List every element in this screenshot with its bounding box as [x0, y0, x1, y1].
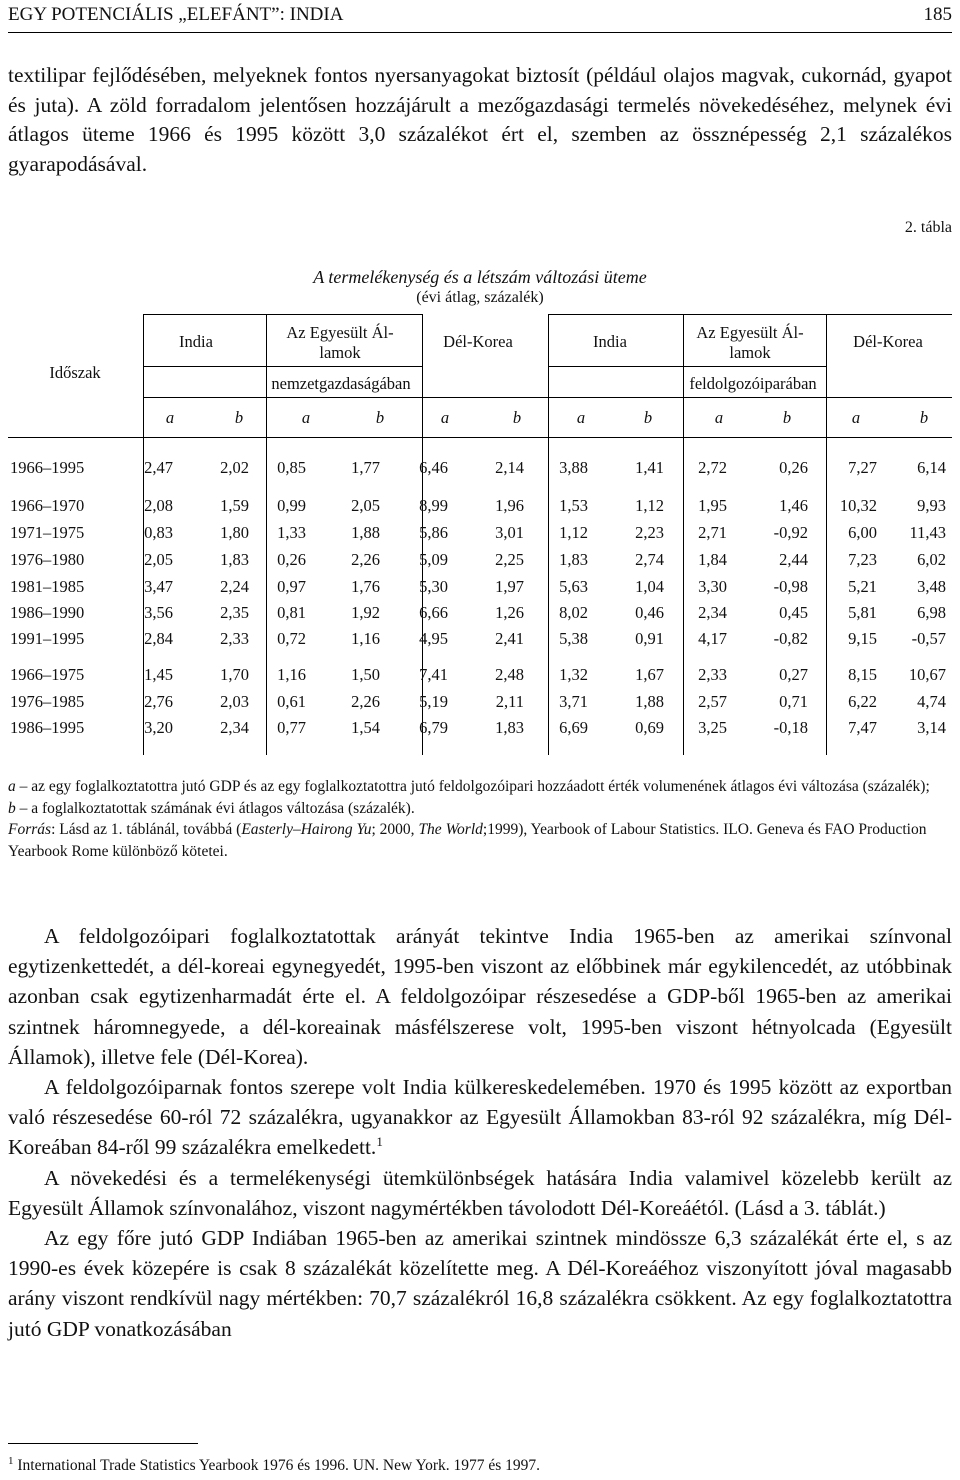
- period-cell: 1966–1970: [10, 496, 85, 515]
- value-cell: 3,48: [917, 577, 946, 596]
- paragraph-text: A feldolgozóiparnak fontos szerepe volt India külkereskedelemében. 1970 és 1995 között az exportban való részesedése 60-ról 72 százalékra, ugyanakkor az Egyesült Államokban 83-ról 92 százalékra, míg Dél-Koreában 84-ről 99 százalékra emelkedett.: [8, 1075, 952, 1160]
- period-cell: 1986–1995: [10, 718, 85, 737]
- value-cell: 0,46: [635, 603, 664, 622]
- value-cell: 0,99: [277, 496, 306, 515]
- value-cell: 7,27: [848, 458, 877, 477]
- footnote-text: International Trade Statistics Yearbook 1976 és 1996. UN. New York. 1977 és 1997.: [13, 1457, 541, 1475]
- value-cell: -0,57: [911, 629, 946, 648]
- column-divider: [548, 314, 549, 755]
- note-marker: b: [8, 799, 16, 817]
- page-number: 185: [923, 4, 952, 25]
- value-cell: 3,14: [917, 718, 946, 737]
- note-text: – az egy foglalkoztatottra jutó GDP és az egy foglalkoztatottra jutó feldolgozóipari hozzáadott érték volumenének átlagos évi változása (százalék);: [15, 778, 930, 795]
- value-cell: 1,16: [277, 665, 306, 684]
- value-cell: 1,83: [559, 550, 588, 569]
- subheader-cell: a: [714, 408, 724, 427]
- subheader-cell: b: [782, 408, 792, 427]
- value-cell: 7,41: [419, 665, 448, 684]
- value-cell: 3,20: [144, 718, 173, 737]
- value-cell: 1,26: [495, 603, 524, 622]
- paragraph: A feldolgozóipari foglalkoztatottak arányát tekintve India 1965-ben az amerikai színvonal egytizenkettedét, a dél-koreai egynegyedét, 1995-ben viszont az előbbinek már egykilencedét, az utóbbinak azonban csak egytizenharmadát érte el. A feldolgozóipar részesedése a GDP-ből 1965-ben az amerikai szintnek háromnegyede, a dél-koreainak másfélszerese volt, 1995-ben viszont hétnyolcada (Egyesült Államok), illetve fele (Dél-Korea).: [8, 924, 952, 1069]
- value-cell: 2,44: [779, 550, 808, 569]
- value-cell: 0,85: [277, 458, 306, 477]
- paragraph: [8, 1072, 952, 1163]
- value-cell: 2,47: [144, 458, 173, 477]
- value-cell: 5,21: [848, 577, 877, 596]
- value-cell: -0,18: [773, 718, 808, 737]
- column-divider: [683, 314, 684, 755]
- value-cell: 1,97: [495, 577, 524, 596]
- value-cell: 7,23: [848, 550, 877, 569]
- value-cell: 4,95: [419, 629, 448, 648]
- intro-paragraph: textilipar fejlődésében, melyeknek fontos nyersanyagokat biztosít (például olajos magvak, cukornád, gyapot és juta). A zöld forradalom jelentősen hozzájárult a mezőgazdasági termelés növekedéséhez, melynek évi átlagos üteme 1966 és 1995 között 3,0 százalékot ért el, szemben az össznépesség 2,1 százalékos gyarapodásával.: [8, 63, 952, 176]
- value-cell: -0,82: [773, 629, 808, 648]
- value-cell: 1,88: [635, 692, 664, 711]
- value-cell: 1,77: [351, 458, 380, 477]
- value-cell: 3,01: [495, 523, 524, 542]
- country-header: Dél-Korea: [853, 332, 923, 351]
- value-cell: 1,88: [351, 523, 380, 542]
- value-cell: 1,70: [220, 665, 249, 684]
- value-cell: 2,34: [220, 718, 249, 737]
- period-cell: 1991–1995: [10, 629, 85, 648]
- value-cell: 2,14: [495, 458, 524, 477]
- period-cell: 1966–1995: [10, 458, 85, 477]
- footnote-rule: [8, 1443, 198, 1444]
- value-cell: 1,67: [635, 665, 664, 684]
- value-cell: 2,26: [351, 550, 380, 569]
- value-cell: 0,83: [144, 523, 173, 542]
- value-cell: 3,56: [144, 603, 173, 622]
- group-header-right: feldolgozóiparában: [689, 374, 817, 393]
- country-header: [286, 323, 393, 363]
- value-cell: 3,88: [559, 458, 588, 477]
- value-cell: 8,15: [848, 665, 877, 684]
- value-cell: 2,48: [495, 665, 524, 684]
- value-cell: 6,14: [917, 458, 946, 477]
- value-cell: 11,43: [909, 523, 946, 542]
- footnote: [8, 1455, 540, 1475]
- running-title: EGY POTENCIÁLIS „ELEFÁNT”: INDIA: [8, 4, 344, 25]
- subheader-cell: b: [919, 408, 929, 427]
- period-cell: 1976–1980: [10, 550, 85, 569]
- value-cell: 1,59: [220, 496, 249, 515]
- value-cell: 3,47: [144, 577, 173, 596]
- value-cell: 6,79: [419, 718, 448, 737]
- table-notes: [8, 776, 952, 862]
- note-source: [8, 819, 952, 862]
- value-cell: 6,00: [848, 523, 877, 542]
- source-label: Forrás: [8, 821, 52, 838]
- value-cell: 0,69: [635, 718, 664, 737]
- value-cell: -0,98: [773, 577, 808, 596]
- value-cell: 3,71: [559, 692, 588, 711]
- value-cell: 1,84: [698, 550, 727, 569]
- value-cell: 2,11: [495, 692, 524, 711]
- source-ref: Easterly–Hairong Yu: [241, 821, 372, 838]
- value-cell: 1,53: [559, 496, 588, 515]
- period-cell: 1986–1990: [10, 603, 85, 622]
- country-header: India: [179, 332, 213, 351]
- table-number: 2. tábla: [904, 219, 952, 236]
- value-cell: 2,57: [698, 692, 727, 711]
- value-cell: 1,96: [495, 496, 524, 515]
- country-header: India: [593, 332, 627, 351]
- value-cell: 1,41: [635, 458, 664, 477]
- value-cell: 0,27: [779, 665, 808, 684]
- value-cell: 2,74: [635, 550, 664, 569]
- value-cell: 8,99: [419, 496, 448, 515]
- value-cell: 2,84: [144, 629, 173, 648]
- value-cell: 6,98: [917, 603, 946, 622]
- value-cell: 2,05: [144, 550, 173, 569]
- table-caption: A termelékenység és a létszám változási üteme: [313, 267, 647, 287]
- value-cell: 6,46: [419, 458, 448, 477]
- subheader-cell: b: [512, 408, 522, 427]
- value-cell: 0,45: [779, 603, 808, 622]
- table-subcaption: (évi átlag, százalék): [416, 289, 544, 306]
- subheader-cell: a: [301, 408, 311, 427]
- period-cell: 1981–1985: [10, 577, 85, 596]
- value-cell: 10,67: [908, 665, 946, 684]
- paragraph: Az egy főre jutó GDP Indiában 1965-ben az amerikai szintnek mindössze 6,3 százalékát érte el, s az 1990-es évek közepére is csak 8 százalékát közelítette meg. A Dél-Koreáéhoz viszonyított jóval magasabb arány viszont rendkívül nagy mértékben: 70,7 százalékról 16,8 százalékra csökkent. Az egy foglalkoztatottra jutó GDP vonatkozásában: [8, 1226, 952, 1341]
- note-text: – a foglalkoztatottak számának évi átlagos változása (százalék).: [15, 799, 415, 817]
- group-header-left: nemzetgazdaságában: [271, 374, 411, 393]
- subheader-cell: a: [576, 408, 586, 427]
- value-cell: 2,76: [144, 692, 173, 711]
- value-cell: 2,33: [698, 665, 727, 684]
- value-cell: 1,54: [351, 718, 380, 737]
- source-text: ;1999), Yearbook of Labour Statistics. ILO. Geneva és FAO Production Yearbook Rome különböző kötetei.: [8, 821, 927, 860]
- value-cell: 1,76: [351, 577, 380, 596]
- source-text: : Lásd az 1. táblánál, továbbá (: [51, 821, 242, 838]
- column-divider: [266, 314, 267, 755]
- subheader-cell: a: [165, 408, 175, 427]
- value-cell: 4,17: [698, 629, 727, 648]
- value-cell: 0,26: [277, 550, 306, 569]
- value-cell: 2,35: [220, 603, 249, 622]
- country-header-line: lamok: [729, 343, 771, 362]
- value-cell: 1,33: [277, 523, 306, 542]
- value-cell: 2,33: [220, 629, 249, 648]
- value-cell: 2,24: [220, 577, 249, 596]
- value-cell: 1,04: [635, 577, 664, 596]
- value-cell: 1,80: [220, 523, 249, 542]
- footnote-marker: 1: [8, 1455, 14, 1467]
- value-cell: 0,26: [779, 458, 808, 477]
- value-cell: 6,22: [848, 692, 877, 711]
- value-cell: 5,38: [559, 629, 588, 648]
- country-header-line: lamok: [319, 343, 361, 362]
- value-cell: 2,02: [220, 458, 249, 477]
- value-cell: 1,46: [779, 496, 808, 515]
- paragraph: A növekedési és a termelékenységi ütemkülönbségek hatására India valamivel közelebb került az Egyesült Államok színvonalához, viszont nagymértékben távolodott Dél-Koreáétól. (Lásd a 3. táblát.): [8, 1165, 952, 1220]
- value-cell: 6,02: [917, 550, 946, 569]
- value-cell: 5,86: [419, 523, 448, 542]
- value-cell: 8,02: [559, 603, 588, 622]
- value-cell: 5,81: [848, 603, 877, 622]
- value-cell: 3,25: [698, 718, 727, 737]
- subheader-cell: b: [643, 408, 653, 427]
- header-rule-left: [143, 314, 422, 315]
- value-cell: 0,91: [635, 629, 664, 648]
- subheader-cell: a: [851, 408, 861, 427]
- period-cell: 1971–1975: [10, 523, 85, 542]
- column-divider: [826, 314, 827, 755]
- value-cell: 1,83: [495, 718, 524, 737]
- value-cell: 2,41: [495, 629, 524, 648]
- value-cell: 2,05: [351, 496, 380, 515]
- period-header: Időszak: [49, 363, 101, 382]
- page-header: [8, 0, 952, 33]
- body-text: [8, 921, 952, 1344]
- value-cell: 1,95: [698, 496, 727, 515]
- value-cell: 9,15: [848, 629, 877, 648]
- value-cell: 2,72: [698, 458, 727, 477]
- value-cell: 3,30: [698, 577, 727, 596]
- group-rule-left: [143, 366, 422, 367]
- footnote-ref[interactable]: 1: [376, 1134, 383, 1150]
- value-cell: 2,25: [495, 550, 524, 569]
- country-header-line: Az Egyesült Ál-: [696, 323, 804, 342]
- value-cell: 6,66: [419, 603, 448, 622]
- value-cell: 1,16: [351, 629, 380, 648]
- value-cell: 5,30: [419, 577, 448, 596]
- value-cell: 5,63: [559, 577, 588, 596]
- value-cell: 2,03: [220, 692, 249, 711]
- value-cell: -0,92: [773, 523, 808, 542]
- value-cell: 5,09: [419, 550, 448, 569]
- value-cell: 9,93: [917, 496, 946, 515]
- value-cell: 1,50: [351, 665, 380, 684]
- value-cell: 6,69: [559, 718, 588, 737]
- value-cell: 1,45: [144, 665, 173, 684]
- value-cell: 4,74: [917, 692, 946, 711]
- subheader-cell: a: [440, 408, 450, 427]
- value-cell: 0,61: [277, 692, 306, 711]
- value-cell: 1,12: [559, 523, 588, 542]
- note-b: [8, 798, 952, 820]
- value-cell: 0,71: [779, 692, 808, 711]
- subheader-cell: b: [234, 408, 244, 427]
- value-cell: 1,83: [220, 550, 249, 569]
- header-rule-right: [548, 314, 952, 315]
- value-cell: 1,32: [559, 665, 588, 684]
- country-header: [696, 323, 803, 363]
- value-cell: 2,08: [144, 496, 173, 515]
- value-cell: 0,97: [277, 577, 306, 596]
- value-cell: 0,72: [277, 629, 306, 648]
- value-cell: 1,12: [635, 496, 664, 515]
- value-cell: 5,19: [419, 692, 448, 711]
- period-cell: 1966–1975: [10, 665, 85, 684]
- source-text: ; 2000,: [371, 821, 419, 838]
- value-cell: 2,23: [635, 523, 664, 542]
- value-cell: 0,77: [277, 718, 306, 737]
- value-cell: 2,26: [351, 692, 380, 711]
- value-cell: 1,92: [351, 603, 380, 622]
- note-a: [8, 776, 952, 798]
- value-cell: 10,32: [839, 496, 877, 515]
- note-marker: a: [8, 778, 16, 795]
- country-header: Dél-Korea: [443, 332, 513, 351]
- value-cell: 2,34: [698, 603, 727, 622]
- value-cell: 7,47: [848, 718, 877, 737]
- source-ref: The World: [418, 821, 483, 838]
- data-table: [8, 250, 952, 755]
- subheader-cell: b: [375, 408, 385, 427]
- value-cell: 0,81: [277, 603, 306, 622]
- period-cell: 1976–1985: [10, 692, 85, 711]
- group-rule-right: [548, 366, 827, 367]
- value-cell: 2,71: [698, 523, 727, 542]
- country-header-line: Az Egyesült Ál-: [286, 323, 394, 342]
- body-top-rule: [8, 437, 952, 438]
